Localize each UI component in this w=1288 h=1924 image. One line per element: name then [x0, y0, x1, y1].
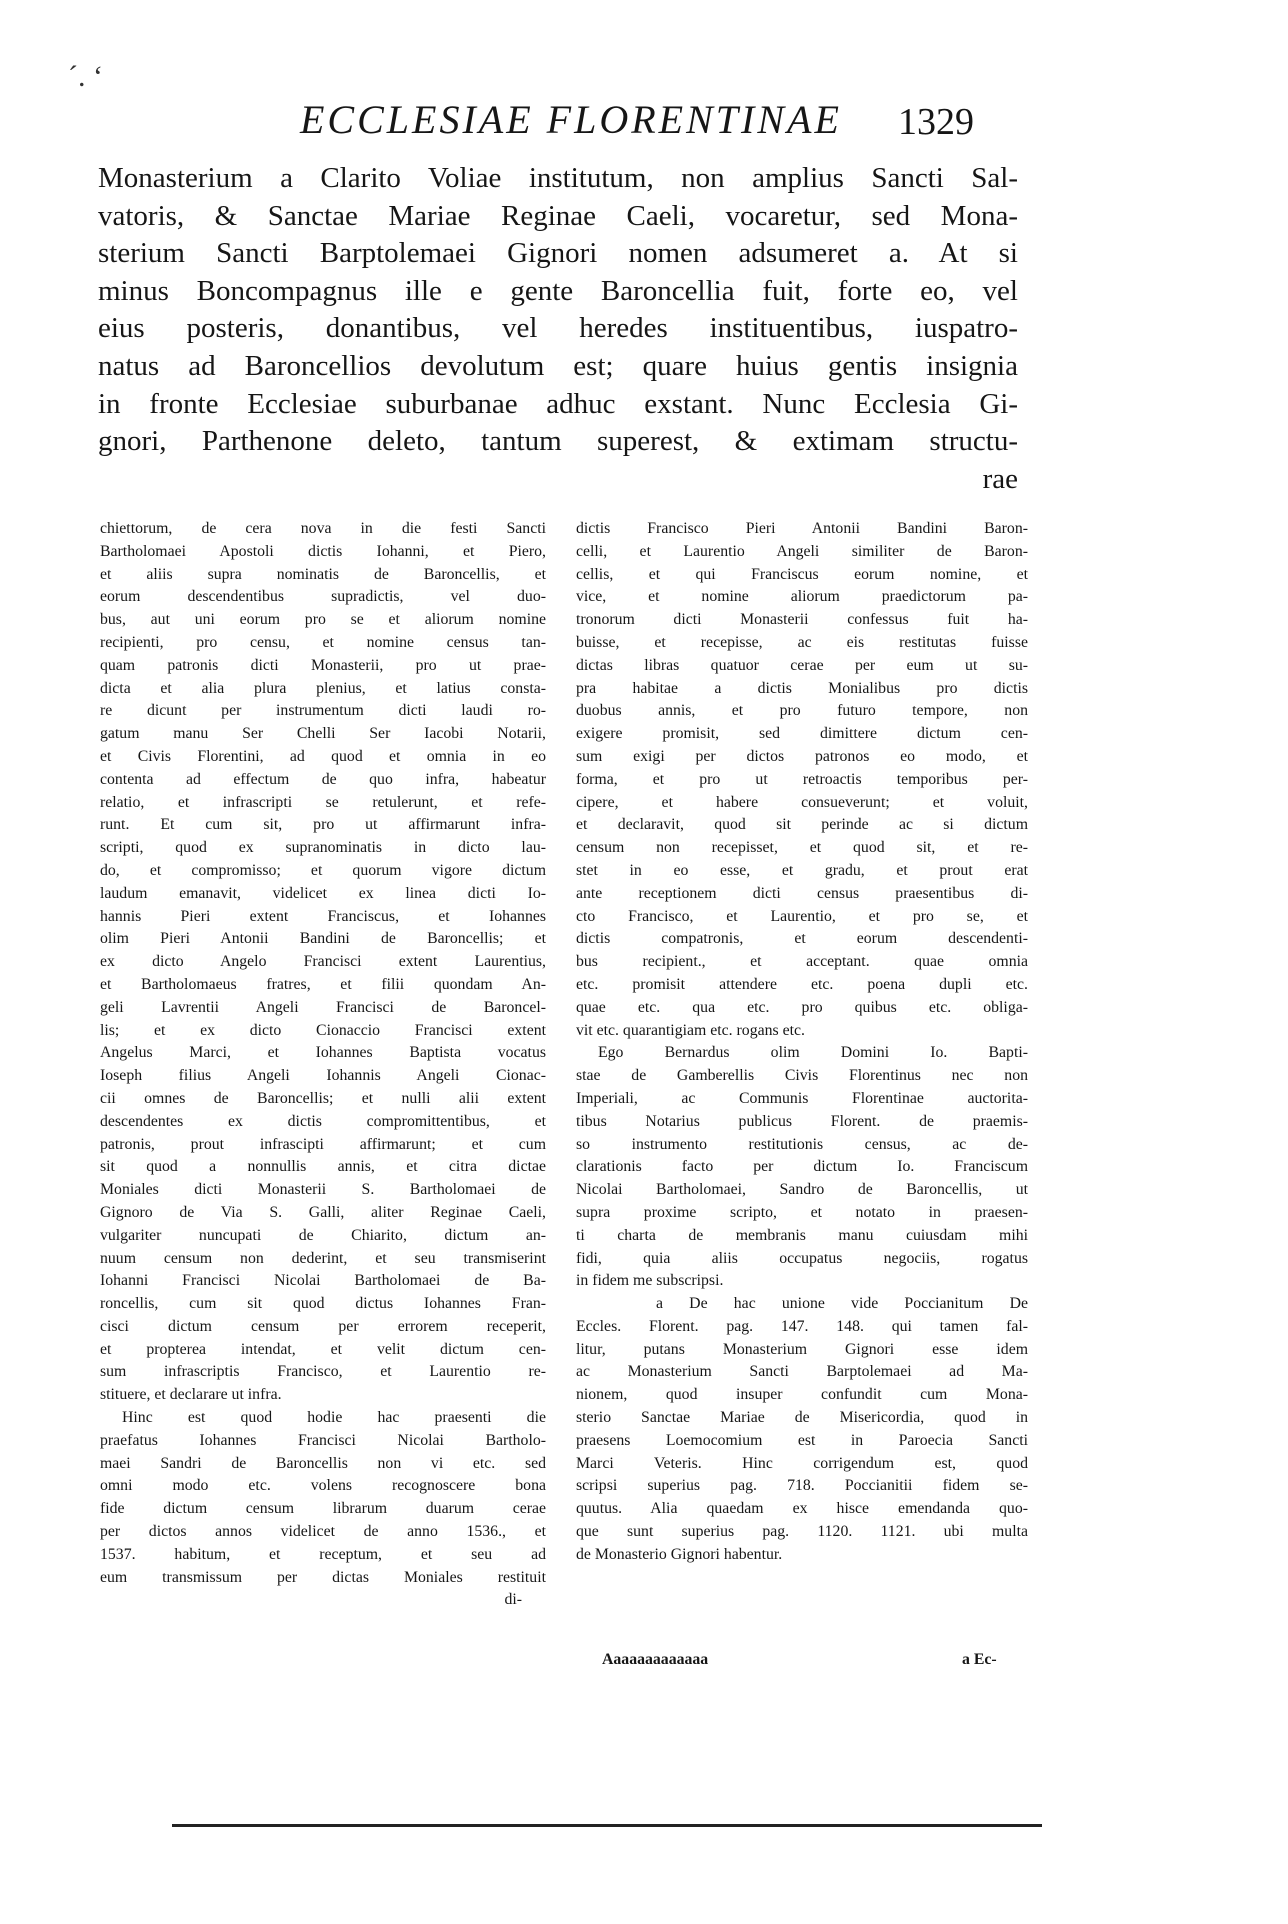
text-line: do, et compromisso; et quorum vigore dictum: [100, 861, 546, 879]
text-line: cellis, et qui Franciscus eorum nomine, et: [576, 565, 1028, 583]
text-line: ti charta de membranis manu cuiusdam mihi: [576, 1226, 1028, 1244]
text-line: nuum censum non dederint, et seu transmiserint: [100, 1249, 546, 1267]
catchword-left: di-: [504, 1591, 522, 1609]
text-line: etc. promisit attendere etc. poena dupli etc.: [576, 975, 1028, 993]
footnote-line: a De hac unione vide Poccianitum De: [656, 1295, 1028, 1313]
text-line: stae de Gamberellis Civis Florentinus nec non: [576, 1067, 1028, 1085]
text-line: Hinc est quod hodie hac praesenti die: [122, 1409, 546, 1427]
text-line: so instrumento restitutionis census, ac de-: [576, 1135, 1028, 1153]
page-number: 1329: [898, 101, 974, 143]
text-line: gatum manu Ser Chelli Ser Iacobi Notarii,: [100, 725, 546, 743]
text-line: scripti, quod ex supranominatis in dicto lau-: [100, 839, 546, 857]
text-line: vit etc. quarantigiam etc. rogans etc.: [576, 1021, 805, 1039]
intro-line: vatoris, & Sanctae Mariae Reginae Caeli, vocaretur, sed Mona-: [98, 199, 1018, 232]
text-line: praefatus Iohannes Francisci Nicolai Bartholo-: [100, 1431, 546, 1449]
footnote-line: sterio Sanctae Mariae de Misericordia, quod in: [576, 1409, 1028, 1427]
text-line: ex dicto Angelo Francisci extent Laurentius,: [100, 953, 546, 971]
text-line: relatio, et infrascripti se retulerunt, et refe-: [100, 793, 546, 811]
text-line: patronis, prout infrascipti affirmarunt; et cum: [100, 1135, 546, 1153]
text-line: eum transmissum per dictas Moniales restituit: [100, 1568, 546, 1586]
text-line: Imperiali, ac Communis Florentinae auctorita-: [576, 1089, 1028, 1107]
text-line: Ioseph filius Angeli Iohannis Angeli Cionac-: [100, 1067, 546, 1085]
footnote-line: Marci Veteris. Hinc corrigendum est, quod: [576, 1454, 1028, 1472]
text-line: in fidem me subscripsi.: [576, 1272, 724, 1290]
footnote-line: nionem, quod insuper confundit cum Mona-: [576, 1386, 1028, 1404]
text-line: stituere, et declarare ut infra.: [100, 1386, 282, 1404]
text-line: per dictos annos videlicet de anno 1536., et: [100, 1523, 546, 1541]
intro-line: Monasterium a Clarito Voliae institutum, non amplius Sancti Sal-: [98, 162, 1018, 194]
text-line: omni modo etc. volens recognoscere bona: [100, 1477, 546, 1495]
footnote-line: que sunt superius pag. 1120. 1121. ubi multa: [576, 1523, 1028, 1541]
text-line: Moniales dicti Monasterii S. Bartholomaei de: [100, 1181, 546, 1199]
text-line: 1537. habitum, et receptum, et seu ad: [100, 1545, 546, 1563]
text-line: maei Sandri de Baroncellis non vi etc. sed: [100, 1454, 546, 1472]
text-line: cisci dictum censum per errorem receperit,: [100, 1317, 546, 1335]
text-line: laudum emanavit, videlicet ex linea dicti Io-: [100, 884, 546, 902]
text-line: dictas libras quatuor cerae per eum ut su-: [576, 656, 1028, 674]
running-head: ECCLESIAE FLORENTINAE: [300, 97, 842, 142]
text-line: re dicunt per instrumentum dicti laudi ro-: [100, 702, 546, 720]
text-line: roncellis, cum sit quod dictus Iohannes Fran-: [100, 1295, 546, 1313]
text-line: dictis Francisco Pieri Antonii Bandini Baron-: [576, 520, 1028, 537]
text-line: runt. Et cum sit, pro ut affirmarunt infra-: [100, 816, 546, 834]
intro-line: rae: [982, 462, 1018, 495]
text-line: olim Pieri Antonii Bandini de Baroncellis; et: [100, 930, 546, 948]
text-line: stet in eo esse, et gradu, et prout erat: [576, 861, 1028, 879]
footnote-line: quutus. Alia quaedam ex hisce emendanda quo-: [576, 1500, 1028, 1518]
text-line: hannis Pieri extent Franciscus, et Iohannes: [100, 907, 546, 925]
text-line: Ego Bernardus olim Domini Io. Bapti-: [598, 1044, 1028, 1062]
intro-line: gnori, Parthenone deleto, tantum superest, & extimam structu-: [98, 425, 1018, 458]
footnote-line: de Monasterio Gignori habentur.: [576, 1545, 783, 1563]
text-line: eorum descendentibus supradictis, vel duo-: [100, 588, 546, 606]
text-line: Angelus Marci, et Iohannes Baptista vocatus: [100, 1044, 546, 1062]
text-line: exigere promisit, sed dimittere dictum cen-: [576, 725, 1028, 743]
text-line: geli Lavrentii Angeli Francisci de Baroncel-: [100, 998, 546, 1016]
text-line: cii omnes de Baroncellis; et nulli alii extent: [100, 1089, 546, 1107]
text-line: Iohanni Francisci Nicolai Bartholomaei de Ba-: [100, 1272, 546, 1290]
text-line: et Civis Florentini, ad quod et omnia in eo: [100, 747, 546, 765]
footnote-line: scripsi superius pag. 718. Poccianitii fidem se-: [576, 1477, 1028, 1495]
left-column: [100, 518, 546, 1612]
text-line: et declaravit, quod sit perinde ac si dictum: [576, 816, 1028, 834]
text-line: sit quod a nonnullis annis, et citra dictae: [100, 1158, 546, 1176]
intro-line: sterium Sancti Barptolemaei Gignori nomen adsumeret a. At si: [98, 237, 1018, 270]
text-line: supra proxime scripto, et notato in praesen-: [576, 1203, 1028, 1221]
catchword: a Ec-: [962, 1651, 997, 1668]
intro-line: in fronte Ecclesiae suburbanae adhuc exstant. Nunc Ecclesia Gi-: [98, 387, 1018, 420]
text-line: et Bartholomaeus fratres, et filii quondam An-: [100, 975, 546, 993]
text-line: et propterea intendat, et velit dictum cen-: [100, 1340, 546, 1358]
text-line: cto Francisco, et Laurentio, et pro se, et: [576, 907, 1028, 925]
text-line: vulgariter nuncupati de Chiarito, dictum an-: [100, 1226, 546, 1244]
text-line: recipienti, pro censu, et nomine census tan-: [100, 633, 546, 651]
text-line: Gignoro de Via S. Galli, aliter Reginae Caeli,: [100, 1203, 546, 1221]
text-line: forma, et pro ut retroactis temporibus per-: [576, 770, 1028, 788]
text-line: lis; et ex dicto Cionaccio Francisci extent: [100, 1021, 546, 1039]
corner-mark: ´. ‘: [68, 60, 103, 93]
text-line: quae etc. qua etc. pro quibus etc. obliga-: [576, 998, 1028, 1016]
text-line: fide dictum censum librarum duarum cerae: [100, 1500, 546, 1518]
text-line: tronorum dicti Monasterii confessus fuit ha-: [576, 611, 1028, 629]
text-line: et aliis supra nominatis de Baroncellis, et: [100, 565, 546, 583]
text-line: descendentes ex dictis compromittentibus, et: [100, 1112, 546, 1130]
text-line: ante receptionem dicti census praesentibus di-: [576, 884, 1028, 902]
footnote-line: praesens Loemocomium est in Paroecia Sancti: [576, 1431, 1028, 1449]
right-column: [576, 518, 1028, 1567]
text-line: tibus Notarius publicus Florent. de praemis-: [576, 1112, 1028, 1130]
intro-paragraph: [98, 160, 1018, 498]
text-line: cipere, et habere consueverunt; et voluit,: [576, 793, 1028, 811]
text-line: quam patronis dicti Monasterii, pro ut prae-: [100, 656, 546, 674]
text-line: contenta ad effectum de quo infra, habeatur: [100, 770, 546, 788]
text-line: pra habitae a dictis Monialibus pro dictis: [576, 679, 1028, 697]
text-line: dictis compatronis, et eorum descendenti-: [576, 930, 1028, 948]
text-line: clarationis facto per dictum Io. Franciscum: [576, 1158, 1028, 1176]
text-line: fidi, quia aliis occupatus negociis, rogatus: [576, 1249, 1028, 1267]
text-line: chiettorum, de cera nova in die festi Sancti: [100, 520, 546, 537]
intro-line: natus ad Baroncellios devolutum est; quare huius gentis insignia: [98, 349, 1018, 382]
intro-line: minus Boncompagnus ille e gente Baroncellia fuit, forte eo, vel: [98, 274, 1018, 307]
text-line: vice, et nomine aliorum praedictorum pa-: [576, 588, 1028, 606]
text-line: sum infrascriptis Francisco, et Laurentio re-: [100, 1363, 546, 1381]
text-line: buisse, et recepisse, ac eis restitutas fuisse: [576, 633, 1028, 651]
text-line: Nicolai Bartholomaei, Sandro de Baroncellis, ut: [576, 1181, 1028, 1199]
footnote-line: Eccles. Florent. pag. 147. 148. qui tamen fal-: [576, 1317, 1028, 1335]
text-line: celli, et Laurentio Angeli similiter de Baron-: [576, 542, 1028, 560]
text-line: dicta et alia plura plenius, et latius consta-: [100, 679, 546, 697]
intro-line: eius posteris, donantibus, vel heredes instituentibus, iuspatro-: [98, 312, 1018, 345]
text-line: Bartholomaei Apostoli dictis Iohanni, et Piero,: [100, 542, 546, 560]
text-line: censum non recepisset, et quod sit, et re-: [576, 839, 1028, 857]
footnote-line: litur, putans Monasterium Gignori esse idem: [576, 1340, 1028, 1358]
footnote-line: ac Monasterium Sancti Barptolemaei ad Ma-: [576, 1363, 1028, 1381]
text-line: duobus annis, et pro futuro tempore, non: [576, 702, 1028, 720]
bottom-rule: [172, 1824, 1042, 1827]
text-line: sum exigi per dictos patronos eo modo, et: [576, 747, 1028, 765]
text-line: bus recipient., et acceptant. quae omnia: [576, 953, 1028, 971]
signature-mark: Aaaaaaaaaaaaa: [602, 1651, 709, 1668]
text-line: bus, aut uni eorum pro se et aliorum nomine: [100, 611, 546, 629]
